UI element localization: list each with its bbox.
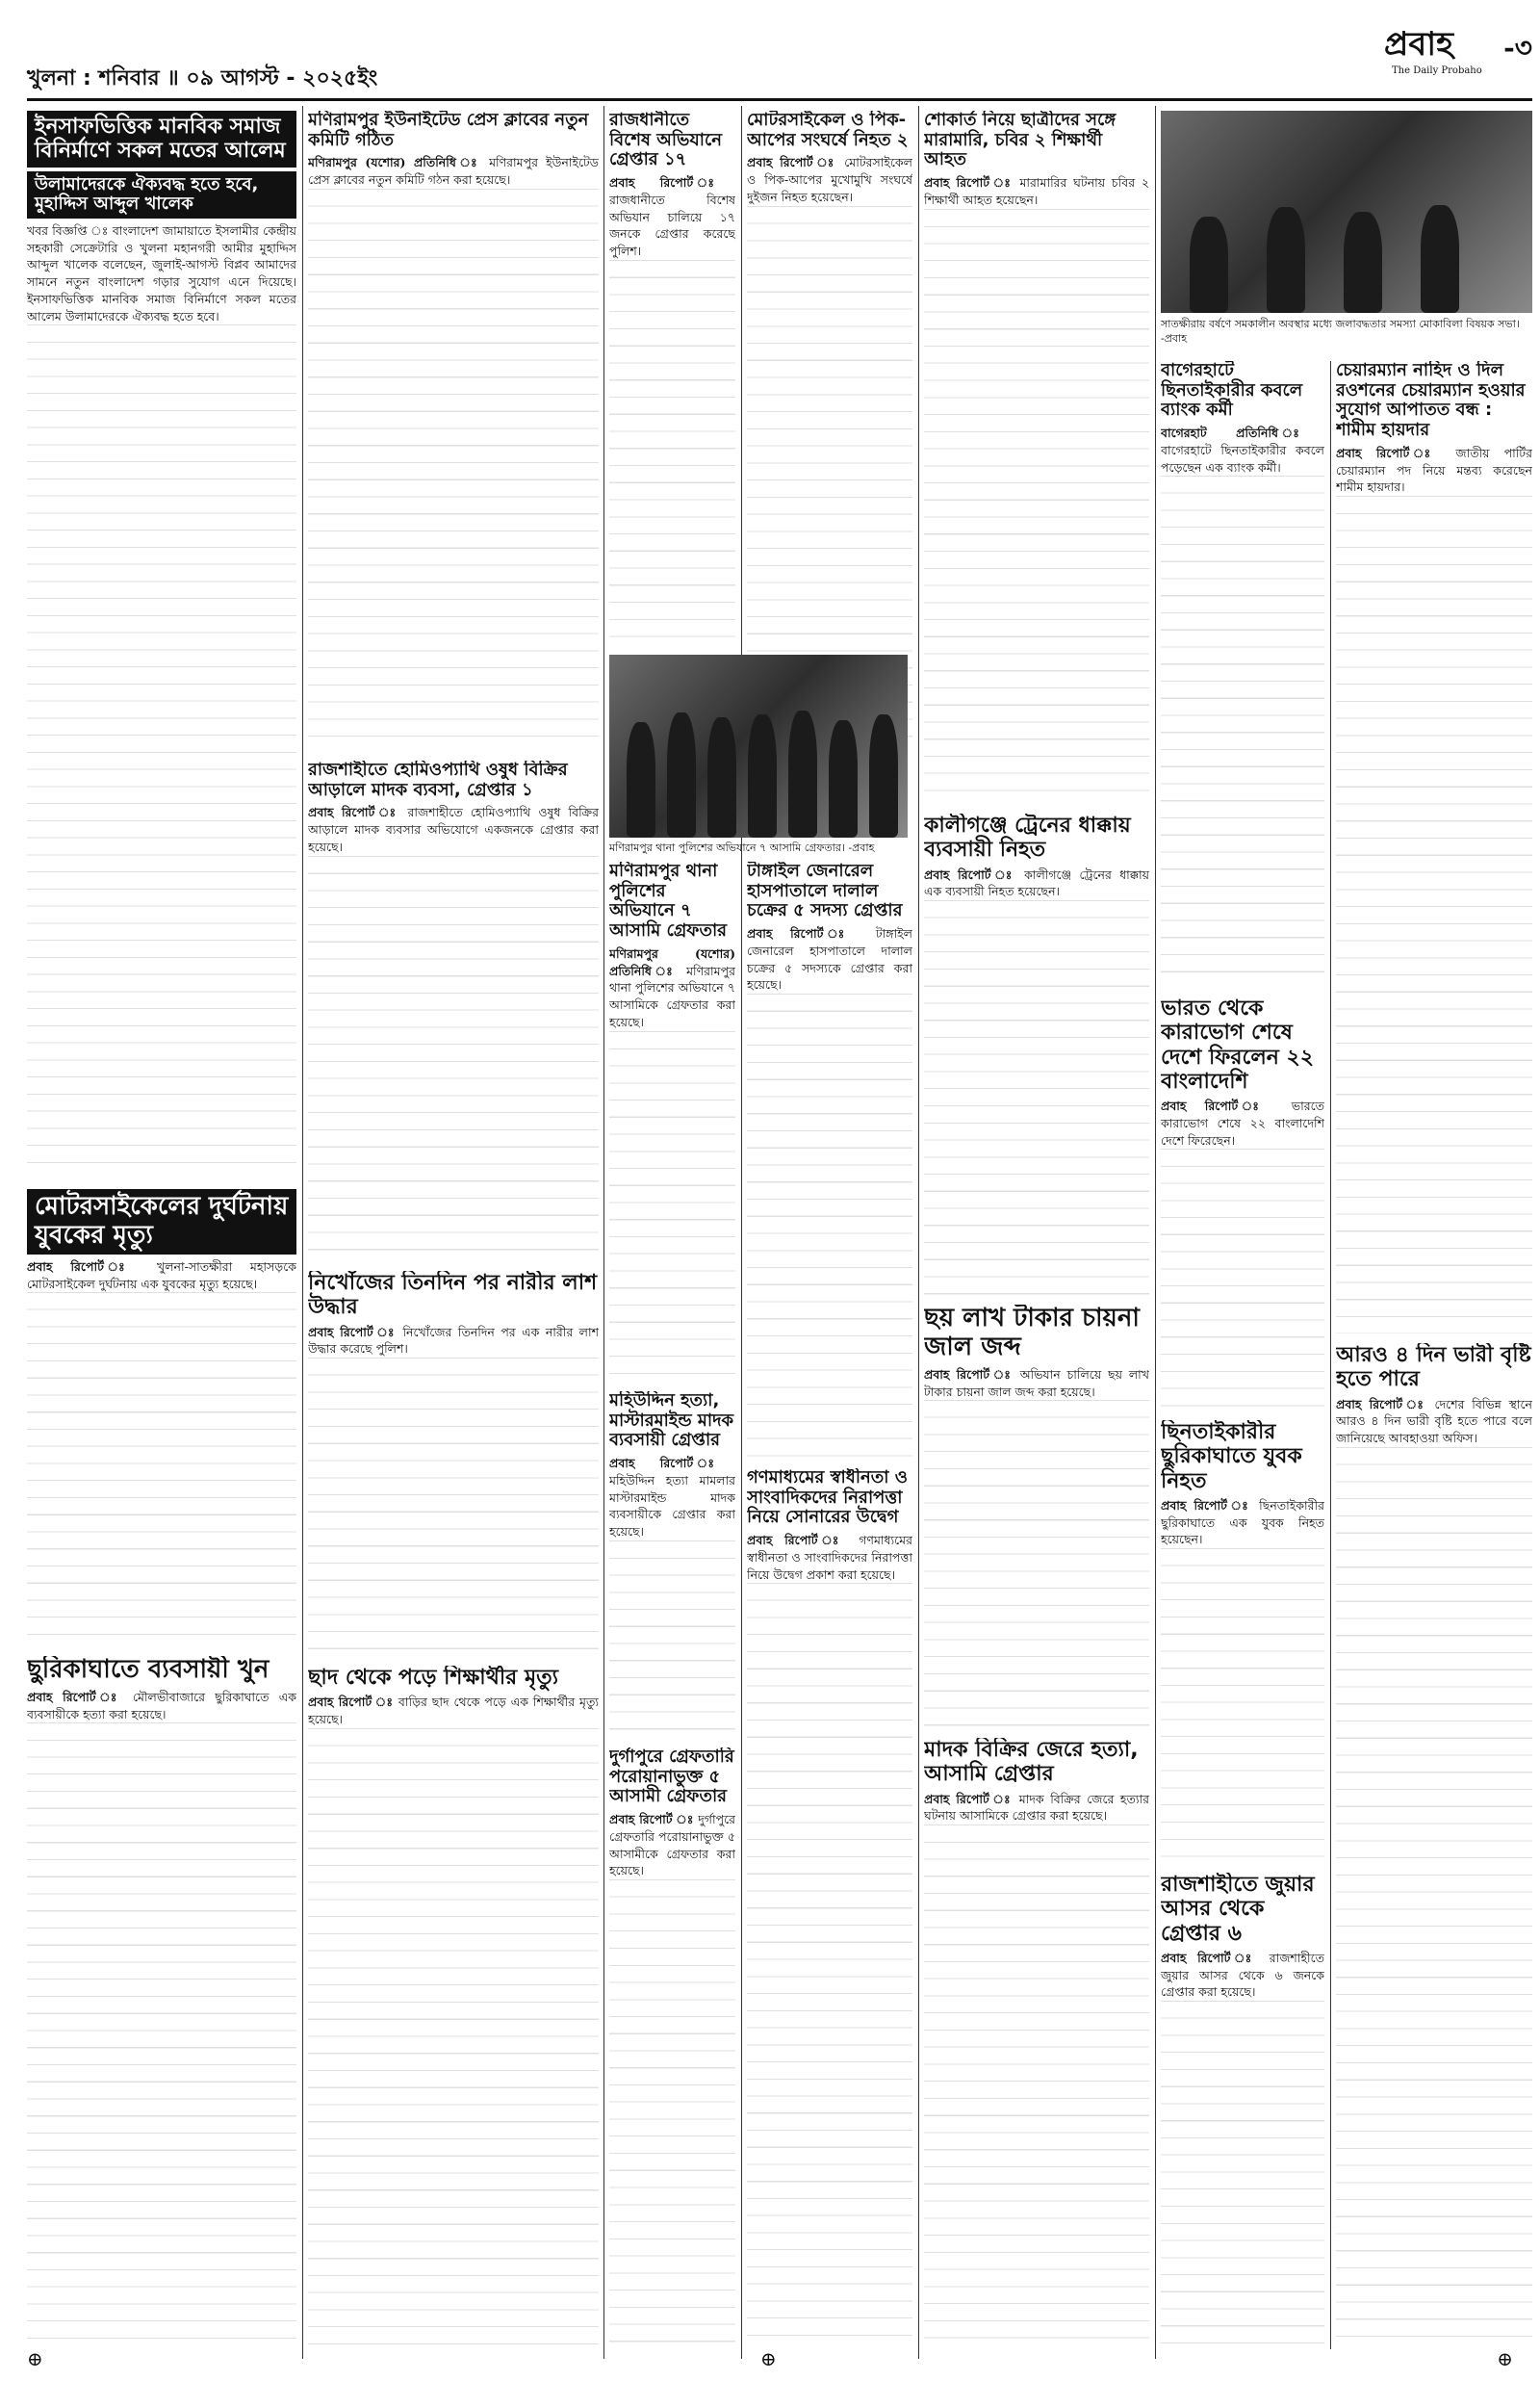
article-drug-murder [924, 1738, 1149, 2349]
text-filler [609, 1540, 735, 1738]
text-filler [27, 1292, 296, 1642]
article-body: মোটরসাইকেল ও পিক-আপের মুখোমুখি সংঘর্ষে দুইজন নিহত হয়েছেন। [747, 155, 912, 204]
page-header [27, 0, 1532, 96]
lead-headline-2: উলামাদেরকে ঐক্যবদ্ধ হতে হবে, মুহাদ্দিস আব্দুল খালেক [27, 171, 296, 219]
article-headline: টাঙ্গাইল জেনারেল হাসপাতালে দালাল চক্রের ৫ সদস্য গ্রেপ্তার [747, 862, 903, 921]
photo-caption: মণিরামপুর থানা পুলিশের অভিযানে ৭ আসামি গ্রেফতার। -প্রবাহ [609, 841, 875, 854]
article-byline: প্রবাহ রিপোর্ট ঃ [609, 175, 735, 191]
article-body: দেশের বিভিন্ন স্থানে আরও ৪ দিন ভারী বৃষ্টি হতে পারে বলে জানিয়েছে আবহাওয়া অফিস। [1336, 1396, 1532, 1446]
article-byline: মণিরামপুর (যশোর) প্রতিনিধি ঃ [308, 155, 481, 170]
text-filler [609, 1031, 735, 1383]
article-stabbing [27, 1656, 296, 2349]
article-headline: রাজশাহীতে হোমিওপ্যাথি ওষুধ বিক্রির আড়ালে মাদক ব্যবসা, গ্রেপ্তার ১ [308, 761, 568, 800]
article-body: রাজশাহীতে জুয়ার আসর থেকে ৬ জনকে গ্রেপ্তার করা হয়েছে। [1161, 1950, 1324, 2000]
article-body: বাগেরহাটে ছিনতাইকারীর কবলে পড়েছেন এক ব্যাংক কর্মী। [1161, 442, 1324, 475]
article-roof-fall [308, 1666, 599, 2349]
group-photo [609, 655, 908, 838]
article-special-drive [609, 111, 735, 650]
meeting-photo [1161, 111, 1532, 313]
article-journalists-safety [747, 1468, 912, 2349]
newspaper-logo [1369, 19, 1532, 81]
article-headline: রাজধানীতে বিশেষ অভিযানে গ্রেপ্তার ১৭ [609, 111, 722, 170]
article-headline: নিখোঁজের তিনদিন পর নারীর লাশ উদ্ধার [308, 1271, 598, 1320]
article-headline: ছাদ থেকে পড়ে শিক্ষার্থীর মৃত্যু [308, 1666, 559, 1690]
article-train-accident [924, 814, 1149, 1295]
column-divider [741, 106, 742, 2359]
article-stab-youth [1161, 1420, 1324, 1863]
article-body: খুলনা-সাতক্ষীরা মহাসড়কে মোটরসাইকেল দুর্ঘটনায় এক যুবকের মৃত্যু হয়েছে। [27, 1258, 296, 1291]
text-filler [1161, 476, 1324, 987]
lead-body: খবর বিজ্ঞপ্তি ঃ বাংলাদেশ জামায়াতে ইসলামীর কেন্দ্রীয় সহকারী সেক্রেটারি ও খুলনা মহানগরী আমীর মুহাদ্দিস আব্দুল খালেক বলেছেন, জুলাই-আগস্ট বিপ্লব আমাদের সামনে নতুন বাংলাদেশ গড়ার সুযোগ এনে দিয়েছে। ইনসাফভিত্তিক মানবিক সমাজ বিনির্মাণে সকল মতের আলেম উলামাদেরকে ঐক্যবদ্ধ হতে হবে। [27, 222, 296, 324]
article-byline: মণিরামপুর (যশোর) প্রতিনিধি ঃ [609, 945, 735, 978]
article-headline: শোকার্ত নিয়ে ছাত্রীদের সঙ্গে মারামারি, চবির ২ শিক্ষার্থী আহত [924, 111, 1116, 170]
article-body: টাঙ্গাইল জেনারেল হাসপাতালে দালাল চক্রের ৫ সদস্যকে গ্রেপ্তার করা হয়েছে। [747, 926, 912, 993]
text-filler [924, 900, 1149, 1295]
article-body: মহিউদ্দিন হত্যা মামলার মাস্টারমাইন্ড মাদক ব্যবসায়ীকে গ্রেপ্তার করা হয়েছে। [609, 1472, 735, 1540]
article-byline: বাগেরহাট প্রতিনিধি ঃ [1161, 426, 1324, 441]
article-byline: প্রবাহ রিপোর্ট ঃ [27, 1258, 140, 1274]
text-filler [924, 1400, 1149, 1728]
registration-mark-icon: ⊕ [1497, 2347, 1513, 2370]
article-headline: বাগেরহাটে ছিনতাইকারীর কবলে ব্যাংক কর্মী [1161, 361, 1303, 421]
lead-headline-1: ইনসাফভিত্তিক মানবিক সমাজ বিনির্মাণে সকল মতের আলেম [27, 111, 296, 168]
article-body: ছিনতাইকারীর ছুরিকাঘাতে এক যুবক নিহত হয়েছেন। [1161, 1497, 1324, 1547]
text-filler [1336, 1447, 1532, 2349]
article-byline: প্রবাহ রিপোর্ট ঃ [1336, 445, 1442, 460]
column-divider [918, 106, 919, 2359]
article-byline: প্রবাহ রিপোর্ট ঃ [924, 1366, 1014, 1382]
person-figure [1344, 212, 1382, 313]
person-figure [829, 720, 858, 838]
article-rain [1336, 1343, 1532, 2349]
article-headline: মণিরামপুর থানা পুলিশের অভিযানে ৭ আসামি গ্রেফতার [609, 862, 728, 942]
article-headline: রাজশাহীতে জুয়ার আসর থেকে গ্রেপ্তার ৬ [1161, 1873, 1315, 1946]
registration-mark-icon: ⊕ [27, 2347, 43, 2370]
article-headline: ভারত থেকে কারাভোগ শেষে দেশে ফিরলেন ২২ বাংলাদেশি [1161, 996, 1315, 1094]
person-figure [748, 714, 777, 838]
article-body: রাজধানীতে বিশেষ অভিযান চালিয়ে ১৭ জনকে গ্রেপ্তার করেছে পুলিশ। [609, 192, 735, 259]
header-rule [27, 98, 1532, 101]
text-filler [924, 1825, 1149, 2349]
article-body: মণিরামপুর ইউনাইটেড প্রেস ক্লাবের নতুন কমিটি গঠন করা হয়েছে। [308, 155, 599, 188]
article-headline: ছিনতাইকারীর ছুরিকাঘাতে যুবক নিহত [1161, 1420, 1302, 1493]
person-figure [627, 722, 655, 838]
article-body: জাতীয় পার্টির চেয়ারম্যান পদ নিয়ে মন্তব্য করেছেন শামীম হায়দার। [1336, 445, 1532, 495]
article-headline: ছয় লাখ টাকার চায়না জাল জব্দ [924, 1305, 1140, 1361]
article-china-net [924, 1305, 1149, 1728]
text-filler [308, 1728, 599, 2349]
article-manirampur-arrest [609, 862, 735, 1382]
article-byline: প্রবাহ রিপোর্ট ঃ [924, 175, 1014, 191]
registration-mark-icon: ⊕ [760, 2347, 777, 2370]
article-body: বাড়ির ছাদ থেকে পড়ে এক শিক্ষার্থীর মৃত্যু হয়েছে। [308, 1695, 599, 1727]
article-body: মৌলভীবাজারে ছুরিকাঘাতে এক ব্যবসায়ীকে হত্যা করা হয়েছে। [27, 1689, 296, 1721]
article-journalist-committee [308, 111, 599, 746]
article-byline: প্রবাহ রিপোর্ট ঃ [308, 1695, 394, 1710]
article-motorcycle-pickup [747, 111, 912, 746]
article-byline: প্রবাহ রিপোর্ট ঃ [747, 155, 837, 170]
lead-article [27, 111, 296, 1175]
text-filler [609, 1879, 735, 2349]
column-divider [1155, 106, 1156, 2359]
text-filler [308, 189, 599, 746]
text-filler [1161, 1548, 1324, 1863]
article-body: অভিযান চালিয়ে ছয় লাখ টাকার চায়না জাল জব্দ করা হয়েছে। [924, 1366, 1149, 1399]
article-byline: প্রবাহ রিপোর্ট ঃ [609, 1456, 735, 1471]
article-bagerhat [1161, 361, 1324, 987]
article-headline: মাদক বিক্রির জেরে হত্যা, আসামি গ্রেপ্তার [924, 1738, 1139, 1787]
person-figure [869, 714, 898, 838]
article-motorcycle-accident [27, 1189, 296, 1642]
text-filler [747, 994, 912, 1459]
text-filler [308, 1358, 599, 1656]
article-master-mind [609, 1391, 735, 1738]
article-body: ভারতে কারাভোগ শেষে ২২ বাংলাদেশি দেশে ফিরেছেন। [1161, 1099, 1324, 1148]
text-filler [1161, 1149, 1324, 1411]
article-durgapur [609, 1747, 735, 2349]
person-figure [1190, 217, 1228, 313]
article-byline: প্রবাহ রিপোর্ট ঃ [924, 1791, 1014, 1806]
article-byline: প্রবাহ রিপোর্ট ঃ [1161, 1950, 1259, 1965]
person-figure [667, 712, 696, 838]
dateline: খুলনা : শনিবার ॥ ০৯ আগস্ট - ২০২৫ইং [27, 66, 378, 91]
article-body: মাদক বিক্রির জেরে হত্যার ঘটনায় আসামিকে গ্রেপ্তার করা হয়েছে। [924, 1791, 1149, 1824]
article-headline: মোটরসাইকেলের দুর্ঘটনায় যুবকের মৃত্যু [27, 1189, 296, 1255]
column-divider [603, 106, 604, 2359]
article-body: মারামারির ঘটনায় চবির ২ শিক্ষার্থী আহত হয়েছেন। [924, 175, 1149, 207]
person-figure [1421, 205, 1459, 313]
article-byline: প্রবাহ রিপোর্ট ঃ [1161, 1099, 1273, 1114]
text-filler [308, 856, 599, 1261]
text-filler [747, 1583, 912, 2349]
article-homeopathy [308, 761, 599, 1261]
article-hospital-clash [924, 111, 1149, 804]
article-byline: প্রবাহ রিপোর্ট ঃ [27, 1689, 123, 1704]
person-figure [707, 717, 736, 838]
article-headline: দুর্গাপুরে গ্রেফতারি পরোয়ানাভুক্ত ৫ আসামী গ্রেফতার [609, 1747, 734, 1807]
article-body: গণমাধ্যমের স্বাধীনতা ও সাংবাদিকদের নিরাপত্তা নিয়ে উদ্বেগ প্রকাশ করা হয়েছে। [747, 1533, 912, 1582]
article-byline: প্রবাহ রিপোর্ট ঃ [308, 805, 400, 820]
photo-caption: সাতক্ষীরায় বর্ষণে সমকালীন অবস্থার মধ্যে জলাবদ্ধতার সমস্যা মোকাবিলা বিষয়ক সভা। -প্রবাহ [1161, 318, 1520, 345]
article-body: দুর্গাপুরে গ্রেফতারি পরোয়ানাভুক্ত ৫ আসামীকে গ্রেফতার করা হয়েছে। [609, 1812, 735, 1878]
article-headline: গণমাধ্যমের স্বাধীনতা ও সাংবাদিকদের নিরাপত্তা নিয়ে সোনারের উদ্বেগ [747, 1468, 908, 1528]
article-tangail-hospital [747, 862, 912, 1459]
article-chairman [1336, 361, 1532, 1333]
article-byline: প্রবাহ রিপোর্ট ঃ [747, 1533, 847, 1548]
article-headline: আরও ৪ দিন ভারী বৃষ্টি হতে পারে [1336, 1343, 1531, 1392]
article-headline: ছুরিকাঘাতে ব্যবসায়ী খুন [27, 1656, 270, 1684]
text-filler [1161, 2001, 1324, 2349]
article-headline: কালীগঞ্জে ট্রেনের ধাক্কায় ব্যবসায়ী নিহত [924, 814, 1131, 863]
person-figure [1267, 207, 1305, 313]
brand-tagline: The Daily Probaho [1392, 65, 1482, 76]
column-divider [302, 106, 303, 2359]
article-repatriation [1161, 996, 1324, 1411]
article-headline: মহিউদ্দিন হত্যা, মাস্টারমাইন্ড মাদক ব্যবসায়ী গ্রেপ্তার [609, 1391, 734, 1451]
article-byline: প্রবাহ রিপোর্ট ঃ [924, 867, 1016, 882]
text-filler [27, 1722, 296, 2349]
article-byline: প্রবাহ রিপোর্ট ঃ [609, 1812, 694, 1827]
article-headline: মোটরসাইকেল ও পিক-আপের সংঘর্ষে নিহত ২ [747, 111, 909, 150]
article-gambling [1161, 1873, 1324, 2349]
article-byline: প্রবাহ রিপোর্ট ঃ [308, 1324, 397, 1339]
article-byline: প্রবাহ রিপোর্ট ঃ [1336, 1396, 1427, 1411]
brand-name: প্রবাহ [1384, 25, 1454, 64]
article-missing-woman [308, 1271, 599, 1656]
article-body: নিখোঁজের তিনদিন পর এক নারীর লাশ উদ্ধার করেছে পুলিশ। [308, 1324, 599, 1357]
column-divider [1330, 361, 1331, 2349]
text-filler [27, 324, 296, 1175]
article-byline: প্রবাহ রিপোর্ট ঃ [1161, 1497, 1252, 1513]
person-figure [788, 711, 817, 838]
article-headline: মণিরামপুর ইউনাইটেড প্রেস ক্লাবের নতুন কমিটি গঠিত [308, 111, 589, 150]
article-headline: চেয়ারম্যান নাহিদ ও দিল রওশনের চেয়ারম্যান হওয়ার সুযোগ আপাতত বন্ধ : শামীম হায়দার [1336, 361, 1526, 441]
article-byline: প্রবাহ রিপোর্ট ঃ [747, 926, 859, 942]
article-body: কালীগঞ্জে ট্রেনের ধাক্কায় এক ব্যবসায়ী নিহত হয়েছেন। [924, 867, 1149, 899]
text-filler [924, 209, 1149, 804]
article-body: মণিরামপুর থানা পুলিশের অভিযানে ৭ আসামিকে গ্রেফতার করা হয়েছে। [609, 963, 735, 1029]
text-filler [1336, 496, 1532, 1333]
page-number: -৩ [1503, 32, 1532, 64]
text-filler [609, 260, 735, 650]
article-body: রাজশাহীতে হোমিওপ্যাথি ওষুধ বিক্রির আড়ালে মাদক ব্যবসার অভিযোগে একজনকে গ্রেপ্তার করা হয়েছে। [308, 805, 599, 854]
